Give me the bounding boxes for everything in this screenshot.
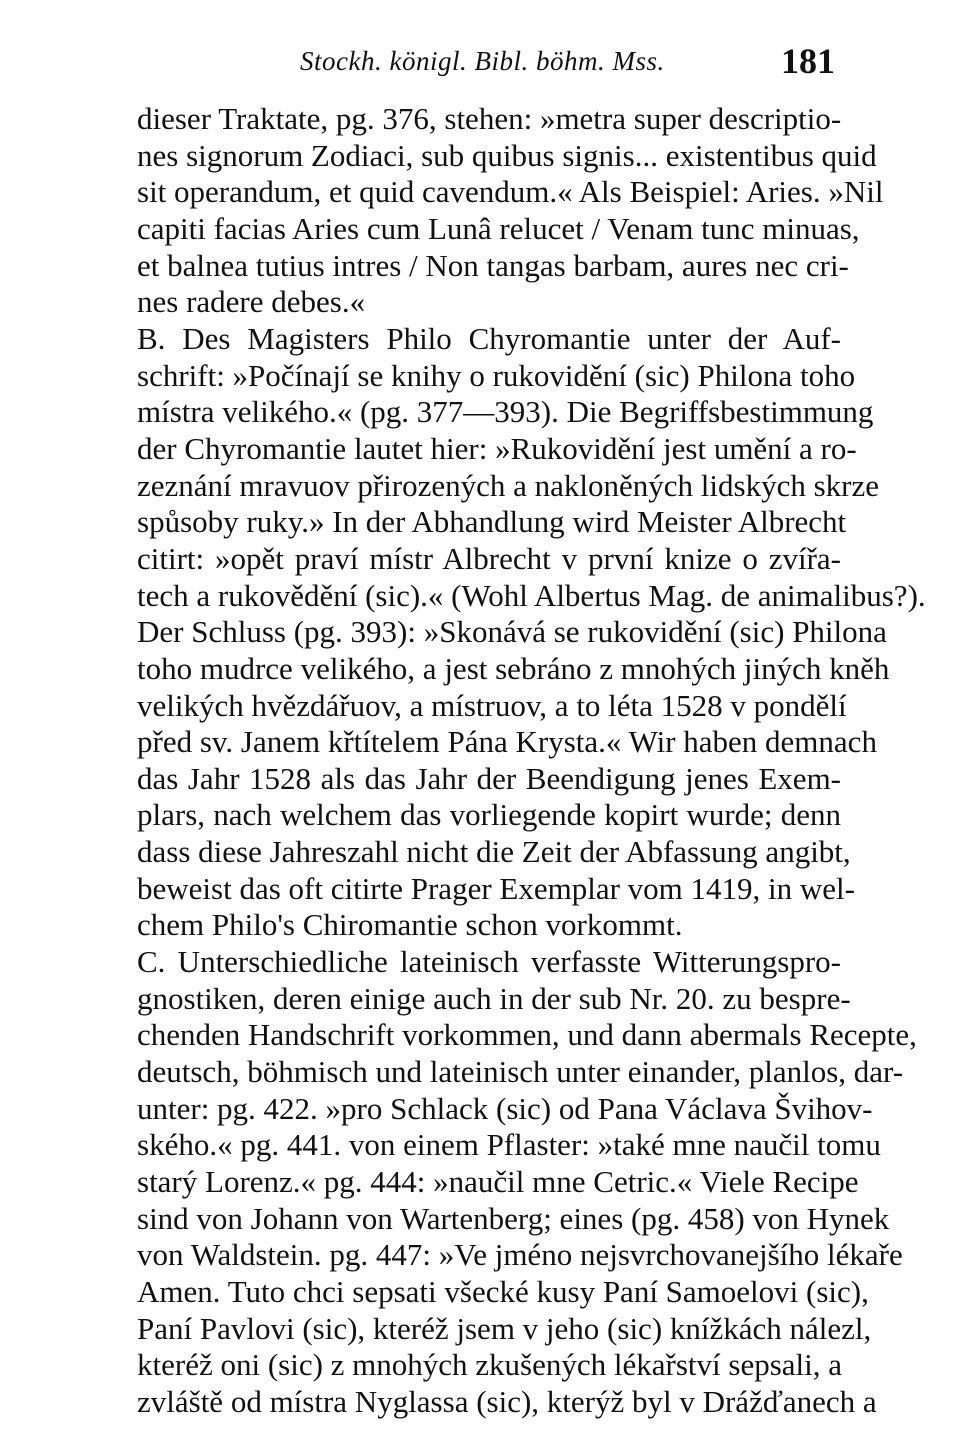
text-line: Der Schluss (pg. 393): »Skonává se rukovidění (sic) Philona [137,614,887,649]
text-line: Paní Pavlovi (sic), kteréž jsem v jeho (sic) knížkách nálezl, [137,1311,872,1346]
text-line: citirt: »opět praví místr Albrecht v první knize o zvířa- [137,541,841,576]
text-line: plars, nach welchem das vorliegende kopirt wurde; denn [137,797,841,832]
text-line: beweist das oft citirte Prager Exemplar vom 1419, in wel- [137,871,855,906]
text-line: dass diese Jahreszahl nicht die Zeit der Abfassung angibt, [137,834,851,869]
text-line: toho mudrce velikého, a jest sebráno z mnohých jiných kněh [137,651,890,686]
text-line: spůsoby ruky.» In der Abhandlung wird Meister Albrecht [137,504,847,539]
text-line: místra velikého.« (pg. 377—393). Die Begriffsbestimmung [137,394,874,429]
text-line: deutsch, böhmisch und lateinisch unter einander, planlos, dar- [137,1054,904,1089]
page-number: 181 [781,41,835,81]
text-line: der Chyromantie lautet hier: »Rukovidění jest umění a ro- [137,431,857,466]
text-line: nes radere debes.« [137,284,366,319]
text-line: capiti facias Aries cum Lunâ relucet / Venam tunc minuas, [137,211,860,246]
text-line: ského.« pg. 441. von einem Pflaster: »také mne naučil tomu [137,1127,881,1162]
text-line: B. Des Magisters Philo Chyromantie unter der Auf- [137,321,841,356]
text-line: starý Lorenz.« pg. 444: »naučil mne Cetric.« Viele Recipe [137,1164,859,1199]
text-line: et balnea tutius intres / Non tangas barbam, aures nec cri- [137,248,849,283]
text-line: chem Philo's Chiromantie schon vorkommt. [137,907,683,942]
text-line: sit operandum, et quid cavendum.« Als Beispiel: Aries. »Nil [137,174,884,209]
text-line: před sv. Janem křtítelem Pána Krysta.« Wir haben demnach [137,724,877,759]
text-line: velikých hvězdářuov, a místruov, a to léta 1528 v pondělí [137,688,847,723]
text-line: kteréž oni (sic) z mnohých zkušených lékařství sepsali, a [137,1347,843,1382]
text-line: C. Unterschiedliche lateinisch verfasste Witterungspro- [137,944,841,979]
text-line: von Waldstein. pg. 447: »Ve jméno nejsvrchovanejšího lékaře [137,1237,903,1272]
text-line: Amen. Tuto chci sepsati všecké kusy Paní Samoelovi (sic), [137,1274,869,1309]
text-line: schrift: »Počínají se knihy o rukovidění (sic) Philona toho [137,358,856,393]
running-head: Stockh. königl. Bibl. böhm. Mss. [300,46,665,76]
text-line: tech a rukovědění (sic).« (Wohl Albertus Mag. de animalibus?). [137,578,926,613]
text-line: zvláště od místra Nyglassa (sic), kterýž byl v Drážďanech a [137,1384,877,1419]
text-line: dieser Traktate, pg. 376, stehen: »metra super descriptio- [137,101,842,136]
text-line: gnostiken, deren einige auch in der sub Nr. 20. zu bespre- [137,981,851,1016]
text-line: unter: pg. 422. »pro Schlack (sic) od Pana Václava Švihov- [137,1091,873,1126]
text-line: nes signorum Zodiaci, sub quibus signis... existentibus quid [137,138,877,173]
text-line: zeznání mravuov přirozených a nakloněných lidských skrze [137,468,879,503]
text-line: chenden Handschrift vorkommen, und dann abermals Recepte, [137,1017,917,1052]
text-line: das Jahr 1528 als das Jahr der Beendigung jenes Exem- [137,761,841,796]
text-line: sind von Johann von Wartenberg; eines (pg. 458) von Hynek [137,1201,890,1236]
